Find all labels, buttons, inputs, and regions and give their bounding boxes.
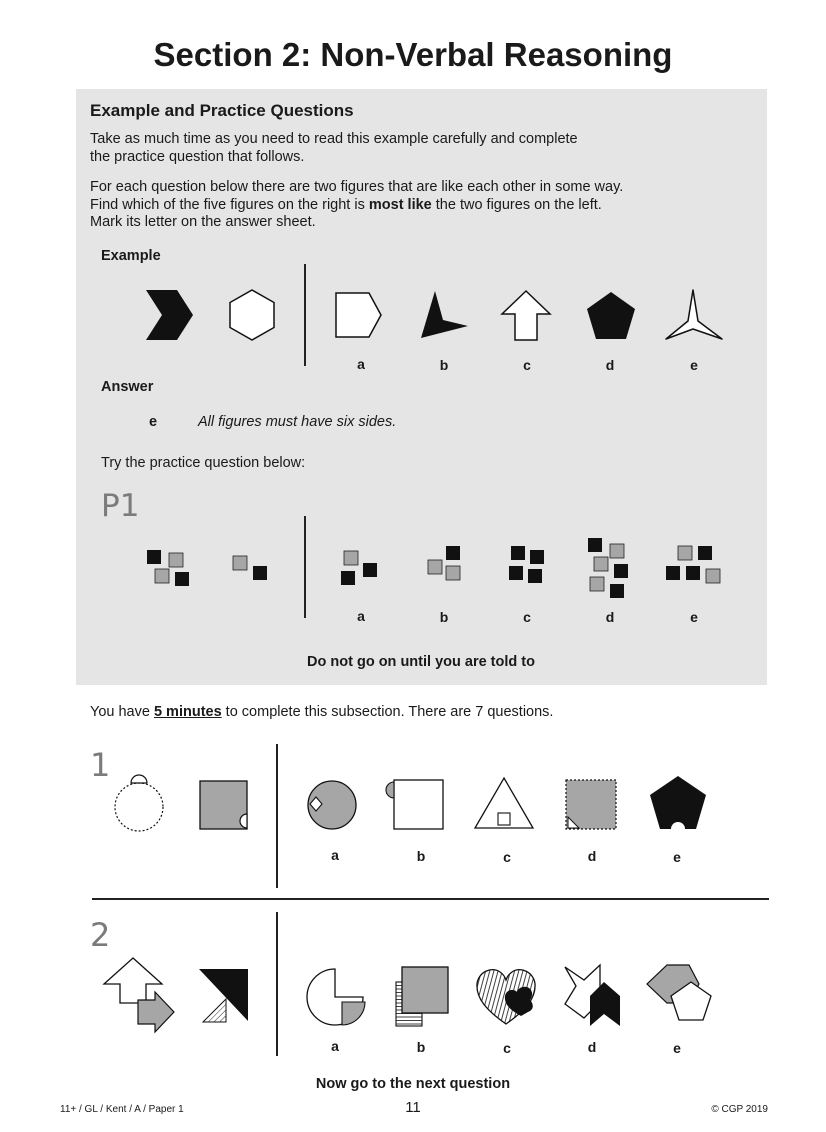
example-option-d-shape bbox=[583, 289, 639, 343]
practice-option-d bbox=[586, 536, 634, 602]
example-label: Example bbox=[101, 248, 161, 264]
practice-number: P1 bbox=[101, 488, 140, 524]
q1-option-a bbox=[300, 777, 362, 833]
timing-text bbox=[90, 704, 553, 722]
practice-letter-e: e bbox=[690, 609, 698, 625]
stop-notice: Do not go on until you are told to bbox=[307, 654, 535, 670]
practice-letter-d: d bbox=[605, 609, 615, 625]
practice-option-e bbox=[664, 544, 726, 588]
q1-figure-1 bbox=[110, 776, 170, 834]
q1-letter-e: e bbox=[673, 849, 681, 865]
example-divider bbox=[304, 264, 306, 366]
question-1-number: 1 bbox=[90, 746, 111, 784]
question-2-divider bbox=[276, 912, 278, 1056]
example-letter-e: e bbox=[690, 357, 698, 373]
example-letter-a: a bbox=[357, 356, 365, 372]
q2-option-c bbox=[474, 966, 542, 1028]
q2-figure-1 bbox=[100, 955, 180, 1035]
q1-letter-c: c bbox=[503, 849, 511, 865]
instr-line-2-post: the two figures on the left. bbox=[431, 196, 602, 213]
answer-letter: e bbox=[149, 414, 158, 430]
example-option-a-shape bbox=[333, 290, 385, 340]
instr-line-2 bbox=[90, 197, 623, 215]
practice-option-b bbox=[424, 544, 466, 586]
example-chevron-shape bbox=[140, 285, 200, 345]
q2-option-b bbox=[392, 964, 452, 1030]
q2-letter-c: c bbox=[503, 1040, 511, 1056]
footer-paper-code: 11+ / GL / Kent / A / Paper 1 bbox=[60, 1104, 184, 1115]
timing-post: to complete this subsection. There are 7 questions. bbox=[221, 704, 554, 720]
question-1-divider bbox=[276, 744, 278, 888]
q2-option-d bbox=[562, 962, 624, 1030]
q2-letter-d: d bbox=[587, 1039, 597, 1055]
q2-option-a bbox=[302, 964, 366, 1030]
q2-option-e bbox=[643, 962, 717, 1026]
practice-letter-c: c bbox=[523, 609, 531, 625]
footer-page-number: 11 bbox=[405, 1099, 421, 1116]
practice-figure-1 bbox=[145, 548, 195, 590]
instr-line-2-pre: Find which of the five figures on the right is bbox=[90, 196, 369, 213]
example-letter-d: d bbox=[605, 357, 615, 373]
practice-prompt: Try the practice question below: bbox=[101, 455, 306, 471]
q2-letter-e: e bbox=[673, 1040, 681, 1056]
intro-text bbox=[90, 131, 578, 166]
q2-letter-a: a bbox=[331, 1038, 339, 1054]
q1-option-e bbox=[646, 773, 710, 833]
answer-explanation: All figures must have six sides. bbox=[198, 414, 397, 430]
next-question-notice: Now go to the next question bbox=[315, 1076, 511, 1092]
timing-duration: 5 minutes bbox=[153, 704, 222, 720]
q1-option-c bbox=[472, 775, 538, 833]
intro-line-1: Take as much time as you need to read this example carefully and complete bbox=[90, 131, 578, 147]
question-2-number: 2 bbox=[90, 916, 111, 954]
practice-divider bbox=[304, 516, 306, 618]
practice-option-c bbox=[507, 544, 549, 586]
example-letter-b: b bbox=[439, 357, 449, 373]
panel-heading: Example and Practice Questions bbox=[90, 101, 354, 120]
example-option-e-shape bbox=[662, 287, 726, 345]
practice-figure-2 bbox=[231, 554, 271, 584]
q1-letter-a: a bbox=[331, 847, 339, 863]
answer-label: Answer bbox=[101, 379, 154, 395]
instructions-text bbox=[90, 179, 623, 232]
instr-line-2-bold: most like bbox=[368, 196, 432, 213]
q1-option-d bbox=[563, 777, 621, 833]
example-hexagon-shape bbox=[224, 287, 280, 343]
practice-option-a bbox=[339, 547, 381, 589]
q1-letter-b: b bbox=[416, 848, 426, 864]
practice-letter-b: b bbox=[439, 609, 449, 625]
instr-line-1: For each question below there are two figures that are like each other in some way. bbox=[90, 179, 624, 195]
example-letter-c: c bbox=[523, 357, 531, 373]
example-option-c-shape bbox=[498, 288, 554, 344]
question-separator bbox=[92, 898, 769, 900]
q1-figure-2 bbox=[196, 779, 252, 833]
practice-letter-a: a bbox=[357, 608, 365, 624]
q1-option-b bbox=[380, 777, 446, 833]
intro-line-2: the practice question that follows. bbox=[90, 148, 305, 165]
timing-pre: You have bbox=[90, 704, 154, 720]
footer-copyright: © CGP 2019 bbox=[711, 1104, 768, 1115]
example-option-b-shape bbox=[415, 288, 471, 342]
q1-letter-d: d bbox=[587, 848, 597, 864]
page-title: Section 2: Non-Verbal Reasoning bbox=[153, 36, 673, 73]
q2-figure-2 bbox=[196, 966, 252, 1026]
q2-letter-b: b bbox=[416, 1039, 426, 1055]
instr-line-3: Mark its letter on the answer sheet. bbox=[90, 214, 316, 230]
